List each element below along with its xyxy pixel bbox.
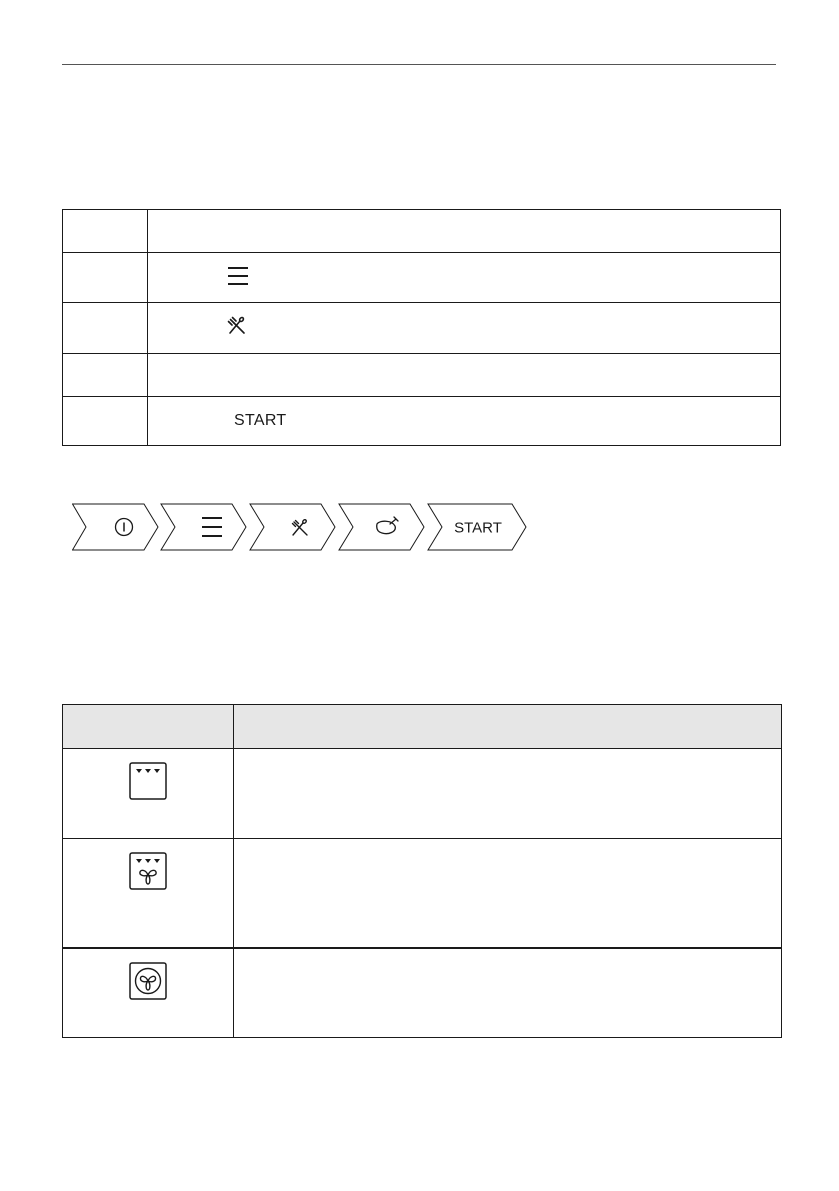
steps-table (62, 209, 781, 446)
shortcut-sequence (72, 502, 528, 552)
step-chicken (339, 504, 424, 550)
table-row (63, 948, 782, 1038)
step-text-cell (148, 210, 781, 253)
function-description (234, 948, 782, 1038)
step-start (428, 504, 526, 550)
step-text-cell (148, 354, 781, 397)
menu-icon (227, 265, 249, 291)
top-heat-oven-icon (128, 761, 168, 806)
table-row (63, 210, 781, 253)
step-number-cell (63, 354, 148, 397)
table-row (63, 354, 781, 397)
start-label: START (234, 412, 287, 430)
function-description (234, 839, 782, 949)
step-menu (161, 504, 246, 550)
step-number-cell (63, 397, 148, 446)
header-cell-symbol (63, 705, 234, 749)
step-number-cell (63, 303, 148, 354)
functions-table (62, 704, 782, 1038)
table-row (63, 397, 781, 446)
table-header-row (63, 705, 782, 749)
step-number-cell (63, 210, 148, 253)
fan-with-top-heat-icon (128, 851, 168, 896)
step-text-cell (148, 397, 781, 446)
start-label: START (454, 519, 502, 537)
fan-circle-icon (128, 961, 168, 1006)
table-row (63, 303, 781, 354)
table-row (63, 253, 781, 303)
cutlery-icon (227, 316, 247, 340)
table-row (63, 839, 782, 949)
step-text-cell (148, 303, 781, 354)
header-cell-description (234, 705, 782, 749)
table-row (63, 749, 782, 839)
step-cutlery (250, 504, 335, 550)
step-number-cell (63, 253, 148, 303)
step-text-cell (148, 253, 781, 303)
step-info (73, 504, 159, 550)
function-description (234, 749, 782, 839)
header-rule (62, 64, 776, 65)
